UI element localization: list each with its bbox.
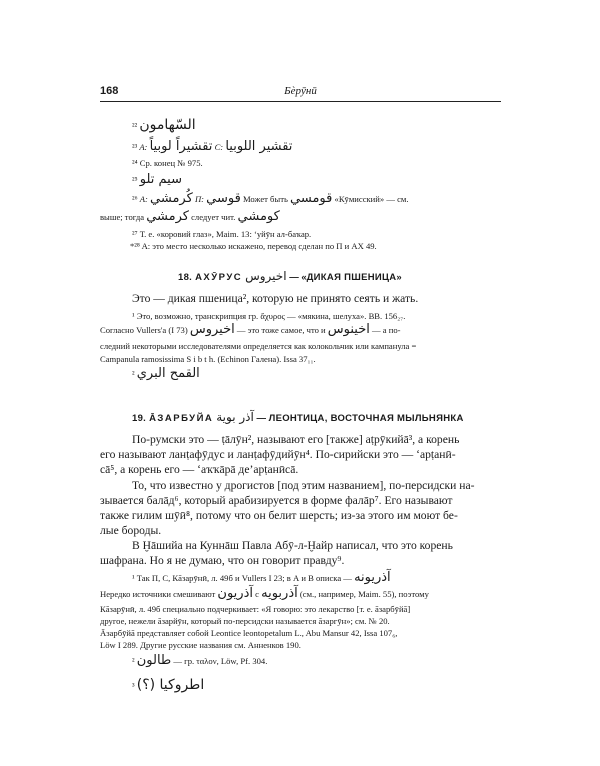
entry-19-para-1-line-2: его называют ланṭафӯдус и ланṭафӯдийӯн⁴. По-сирийски это — ‘арṭанӣ-: [100, 448, 456, 461]
footnote-24: ²⁴ Ср. конец № 975.: [132, 158, 203, 168]
running-title: Бѐрӯнӣ: [284, 85, 317, 97]
entry-18-note-1-cont2: следний некоторыми исследователями определяется как колокольчик или кампанула =: [100, 341, 417, 351]
entry-18-body: Это — дикая пшеница², которую не принято сеять и жать.: [132, 292, 419, 305]
entry-19-note-1-cont3: другое, нежели āзарйӯн, который по-персидски называется āзаргӯн»; см. № 20.: [100, 616, 390, 626]
footnote-26-line2: выше; тогда كرمشي следует чит. كومشي: [100, 209, 280, 224]
entry-19-para-2-line-3: также гилим шӯӣ⁸, потому что он белит шерсть; из-за этого им моют бе-: [100, 509, 458, 522]
footnote-23: ²³ A: تقشيراً لوبياً C: تقشير اللوبيا: [132, 139, 293, 154]
footnote-22: ²² السّهامون: [132, 117, 196, 133]
entry-19-note-2: ² طالون — гр. ταλον, Löw, Pf. 304.: [132, 653, 268, 668]
entry-18-note-1-cont: Согласно Vullers'a (I 73) اخيروس — это тоже самое, что и اخينوس — а по-: [100, 322, 401, 337]
entry-19-heading: 19. ĀЗАРБУЙА آذر بوية — ЛЕОНТИЦА, ВОСТОЧНАЯ МЫЛЬНЯНКА: [132, 410, 464, 424]
footnote-26-line1: ²⁶ A: كُرمشي П: قوسي Может быть قومسي «Кӯмисский» — см.: [132, 191, 409, 206]
entry-19-para-3-line-1: В Ḫāшийа на Куннāш Павла Абӯ-л-Ḫайр написал, что это корень: [132, 539, 453, 552]
entry-19-para-1-line-3: сā⁵, а корень его — ‘аҡҡāрā де’арṭанӣсā.: [100, 463, 299, 476]
entry-19-note-1: ¹ Так П, С, Кāзарӯнӣ, л. 49б и Vullers I 23; в А и В описка — آذريونه: [132, 570, 391, 585]
entry-19-para-2-line-2: зывается балāд⁶, который арабизируется в форме фалāр⁷. Его называют: [100, 494, 453, 507]
entry-18-note-2: ² القمح البري: [132, 366, 200, 381]
entry-19-para-2-line-4: лые бороды.: [100, 524, 162, 537]
entry-18-heading: 18. АХӮРУС اخيروس — «ДИКАЯ ПШЕНИЦА»: [178, 269, 403, 283]
entry-19-note-1-cont4: Āзарбӯйā представляет собой Leontice leontopetalum L., Abu Mansur 42, Issa 107₆,: [100, 628, 398, 638]
entry-19-para-1-line-1: По-румски это — ṭāлӯн², называют его [также] аṭрӯкийā³, а корень: [132, 433, 460, 446]
entry-19-para-2-line-1: То, что известно у дрогистов [под этим названием], по-персидски на-: [132, 479, 475, 492]
page-number: 168: [100, 85, 119, 97]
footnote-25: ²⁵ سيم تلو: [132, 172, 182, 187]
footnote-28: *²⁸ A: это место несколько искажено, перевод сделан по П и AX 49.: [130, 241, 377, 251]
entry-19-note-1-cont2: Кāзарӯнӣ, л. 49б специально подчеркивает: «Я говорю: это лекарство [т. е. āзарбӯйā]: [100, 604, 411, 614]
footnote-27: ²⁷ Т. е. «коровий глаз», Maim. 13: ‘уйӯн ал-баҡар.: [132, 229, 312, 239]
entry-19-para-3-line-2: шафрана. Но я не думаю, что он говорит правду⁹.: [100, 554, 345, 567]
entry-19-note-1-cont: Нередко источники смешивают آذريون с آذربويه (см., например, Maim. 55), поэтому: [100, 586, 429, 601]
entry-18-note-1: ¹ Это, возможно, транскрипция гр. ἄχυρος — «мякина, шелуха». ВВ. 156₂₇.: [132, 311, 406, 321]
entry-18-note-1-cont3: Campanula ramosissima S i b t h. (Echinon Галена). Issa 37₁₁.: [100, 354, 316, 364]
page-header: [100, 85, 501, 102]
entry-19-note-1-cont5: Löw I 289. Другие русские названия см. Анненков 190.: [100, 640, 301, 650]
entry-19-note-3: ³ اطروكيا (؟): [132, 677, 205, 693]
